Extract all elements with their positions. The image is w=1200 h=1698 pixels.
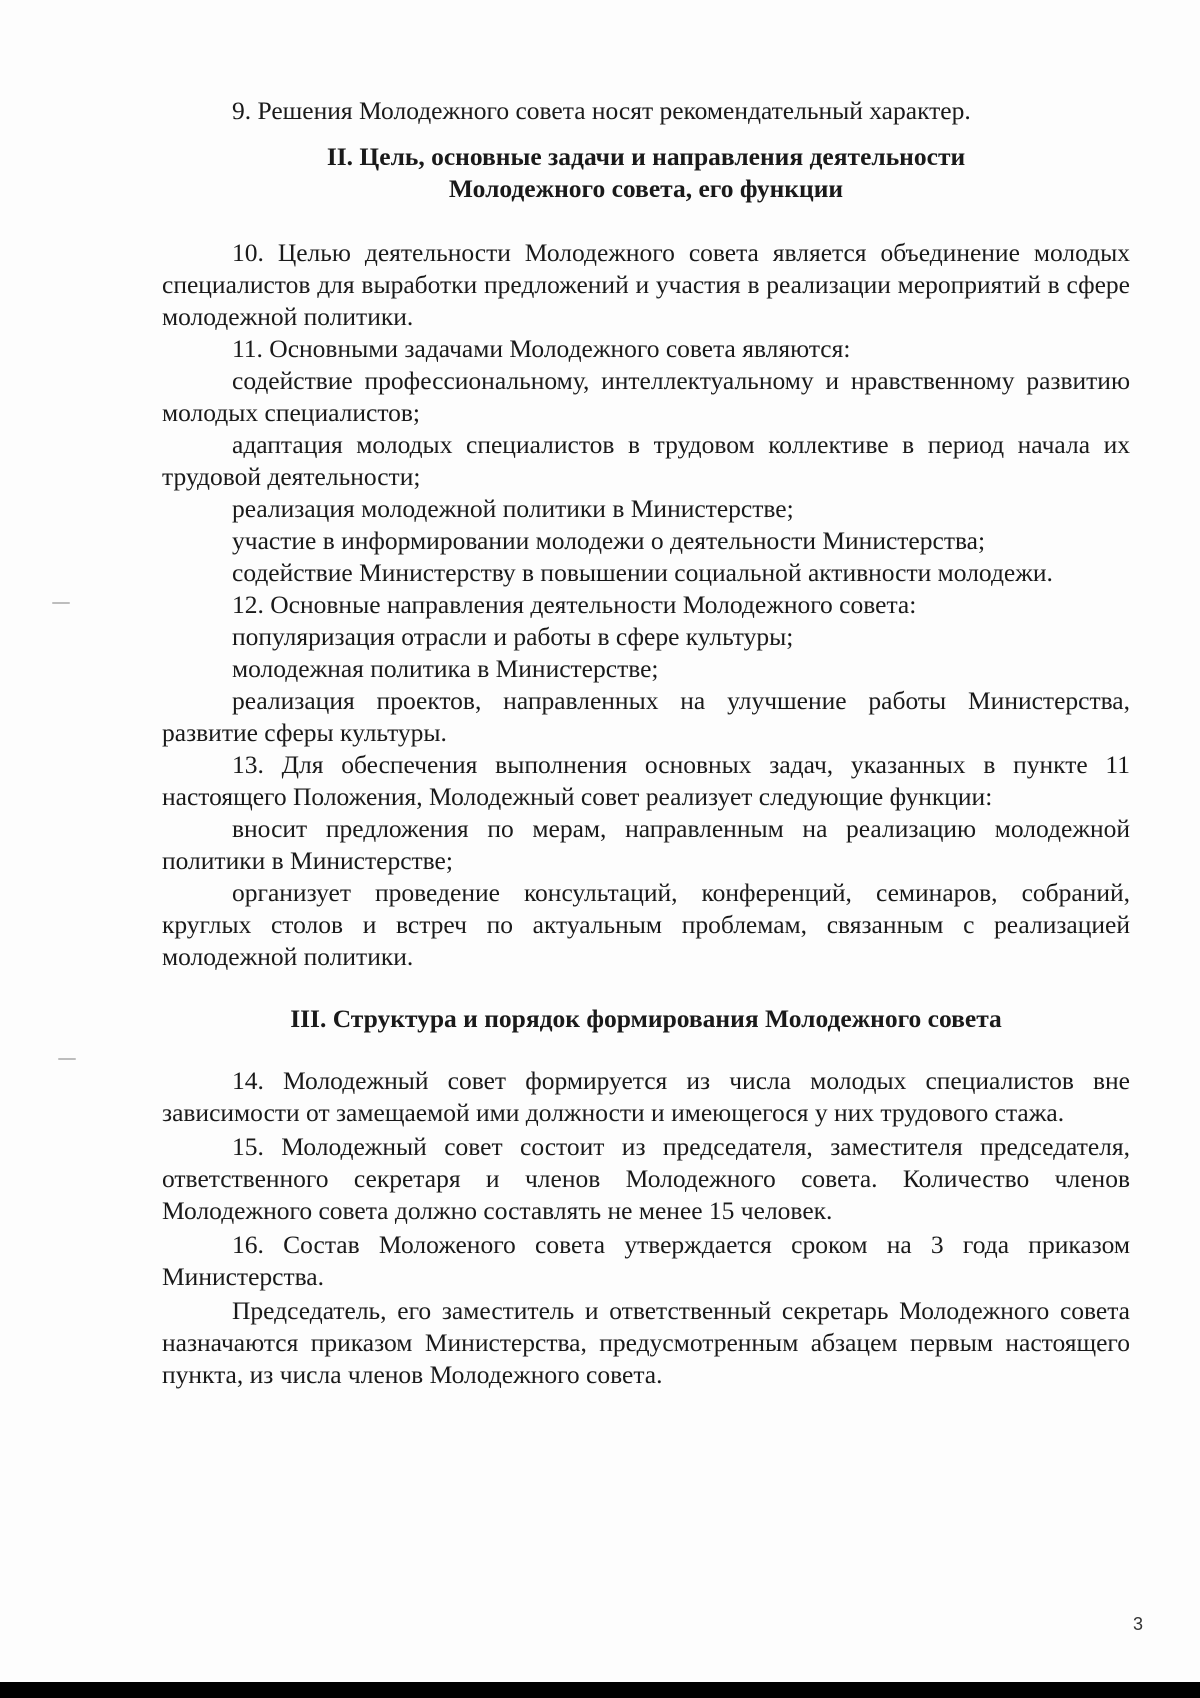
- page-number: 3: [1132, 1614, 1143, 1634]
- section-2-heading: [162, 141, 1130, 205]
- paragraph-item-15: 15. Молодежный совет состоит из председателя, заместителя председателя, ответственного секретаря и членов Молодежного совета. Количество членов Молодежного совета должно составлять не менее 15 человек.: [162, 1132, 1130, 1225]
- section-3-heading: III. Структура и порядок формирования Молодежного совета: [290, 1004, 1002, 1033]
- list-item-task-5: содействие Министерству в повышении социальной активности молодежи.: [232, 558, 1053, 587]
- paragraph-item-13: 13. Для обеспечения выполнения основных задач, указанных в пункте 11 настоящего Положения, Молодежный совет реализует следующие функции:: [162, 750, 1130, 811]
- paragraph-item-16: 16. Состав Моложеного совета утверждается сроком на 3 года приказом Министерства.: [162, 1230, 1130, 1291]
- list-item-direction-1: популяризация отрасли и работы в сфере культуры;: [232, 622, 794, 651]
- paragraph-item-11: 11. Основными задачами Молодежного совета являются:: [232, 334, 851, 363]
- list-item-function-2: организует проведение консультаций, конференций, семинаров, собраний, круглых столов и встреч по актуальным проблемам, связанным с реализацией молодежной политики.: [162, 878, 1130, 971]
- paragraph-item-9: 9. Решения Молодежного совета носят рекомендательный характер.: [232, 96, 971, 125]
- scan-artifact: [52, 602, 70, 604]
- list-item-task-3: реализация молодежной политики в Министерстве;: [232, 494, 794, 523]
- paragraph-item-14: 14. Молодежный совет формируется из числа молодых специалистов вне зависимости от замещаемой ими должности и имеющегося у них трудового стажа.: [162, 1066, 1130, 1127]
- list-item-task-2: адаптация молодых специалистов в трудовом коллективе в период начала их трудовой деятельности;: [162, 430, 1130, 491]
- paragraph-item-12: 12. Основные направления деятельности Молодежного совета:: [232, 590, 917, 619]
- paragraph-item-16-continuation: Председатель, его заместитель и ответственный секретарь Молодежного совета назначаются приказом Министерства, предусмотренным абзацем первым настоящего пункта, из числа членов Молодежного совета.: [162, 1296, 1130, 1389]
- list-item-function-1: вносит предложения по мерам, направленным на реализацию молодежной политики в Министерстве;: [162, 814, 1130, 875]
- list-item-task-4: участие в информировании молодежи о деятельности Министерства;: [232, 526, 986, 555]
- list-item-direction-3: реализация проектов, направленных на улучшение работы Министерства, развитие сферы культуры.: [162, 686, 1130, 747]
- section-2-heading-line-2: Молодежного совета, его функции: [448, 174, 844, 203]
- paragraph-item-10: 10. Целью деятельности Молодежного совета является объединение молодых специалистов для выработки предложений и участия в реализации мероприятий в сфере молодежной политики.: [162, 238, 1130, 331]
- list-item-task-1: содействие профессиональному, интеллектуальному и нравственному развитию молодых специалистов;: [162, 366, 1130, 427]
- section-2-heading-line-1: II. Цель, основные задачи и направления деятельности: [326, 142, 966, 171]
- scan-artifact: [58, 1058, 76, 1060]
- document-body: [162, 95, 1130, 1391]
- scan-bottom-band: [0, 1682, 1200, 1698]
- list-item-direction-2: молодежная политика в Министерстве;: [232, 654, 659, 683]
